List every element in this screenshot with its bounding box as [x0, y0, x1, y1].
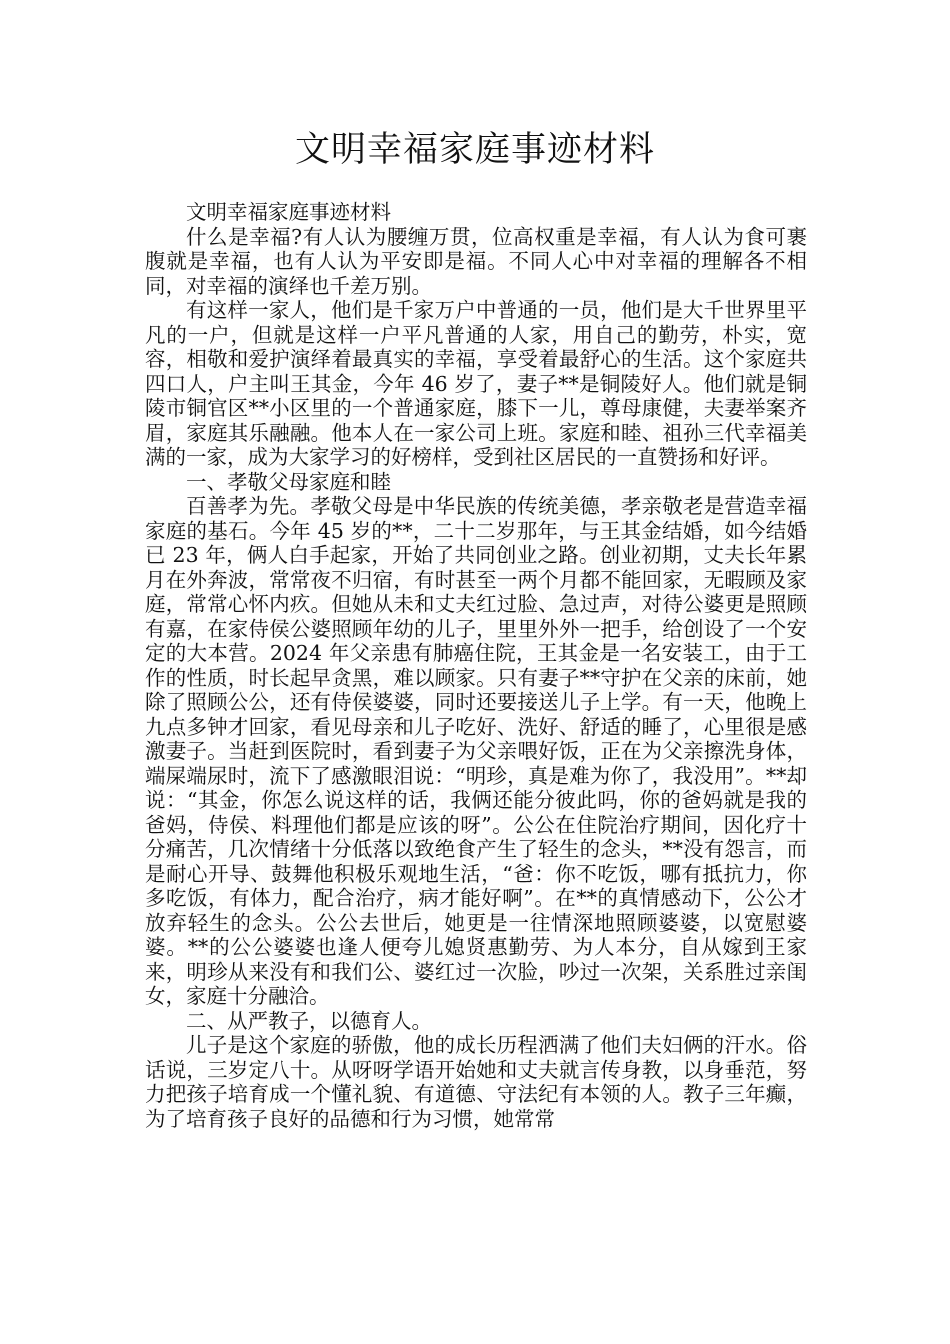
section-heading-2: 二、从严教子，以德育人。 — [186, 1008, 432, 1033]
section-2-paragraph: 儿子是这个家庭的骄傲，他的成长历程洒满了他们夫妇俩的汗水。俗话说，三岁定八十。从呀呀学语开始她和丈夫就言传身教，以身垂范，努力把孩子培育成一个懂礼貌、有道德、守法纪有本领的人。教子三年癫，为了培育孩子良好的品德和行为习惯，她常常 — [145, 1033, 807, 1131]
section-heading-1: 一、孝敬父母家庭和睦 — [186, 469, 391, 494]
section-1-paragraph: 百善孝为先。孝敬父母是中华民族的传统美德，孝亲敬老是营造幸福家庭的基石。今年 45 岁的**，二十二岁那年，与王其金结婚，如今结婚已 23 年，俩人白手起家，开始了共同创业之路。创业初期，丈夫长年累月在外奔波，常常夜不归宿，有时甚至一两个月都不能回家，无暇顾及家庭，常常心怀内疚。但她从未和丈夫红过脸、急过声，对待公婆更是照顾有嘉，在家侍侯公婆照顾年幼的儿子，里里外外一把手，给创设了一个安定的大本营。2024 年父亲患有肺癌住院，王其金是一名安装工，由于工作的性质，时长起早贪黑，难以顾家。只有妻子**守护在父亲的床前，她除了照顾公公，还有侍侯婆婆，同时还要接送儿子上学。有一天，他晚上九点多钟才回家，看见母亲和儿子吃好、洗好、舒适的睡了，心里很是感激妻子。当赶到医院时，看到妻子为父亲喂好饭，正在为父亲擦洗身体，端屎端尿时，流下了感激眼泪说：“明珍，真是难为你了，我没用”。**却说：“其金，你怎么说这样的话，我俩还能分彼此吗，你的爸妈就是我的爸妈，侍侯、料理他们都是应该的呀”。公公在住院治疗期间，因化疗十分痛苦，几次情绪十分低落以致绝食产生了轻生的念头，**没有怨言，而是耐心开导、鼓舞他积极乐观地生活，“爸：你不吃饭，哪有抵抗力，你多吃饭，有体力，配合治疗，病才能好啊”。在**的真情感动下，公公才放弃轻生的念头。公公去世后，她更是一往情深地照顾婆婆，以宽慰婆婆。**的公公婆婆也逢人便夸儿媳贤惠勤劳、为人本分，自从嫁到王家来，明珍从来没有和我们公、婆红过一次脸，吵过一次架，关系胜过亲闺女，家庭十分融洽。 — [145, 494, 807, 1008]
intro-paragraph: 什么是幸福?有人认为腰缠万贯，位高权重是幸福，有人认为食可裹腹就是幸福，也有人认为平安即是福。不同人心中对幸福的理解各不相同，对幸福的演绎也千差万别。 — [145, 224, 807, 298]
subtitle-paragraph: 文明幸福家庭事迹材料 — [186, 200, 391, 224]
document-body — [145, 200, 807, 1131]
document-title: 文明幸福家庭事迹材料 — [294, 130, 655, 170]
family-intro-paragraph: 有这样一家人，他们是千家万户中普通的一员，他们是大千世界里平凡的一户，但就是这样一户平凡普通的人家，用自己的勤劳，朴实，宽容，相敬和爱护演绎着最真实的幸福，享受着最舒心的生活。这个家庭共四口人，户主叫王其金，今年 46 岁了，妻子**是铜陵好人。他们就是铜陵市铜官区**小区里的一个普通家庭，膝下一儿，尊母康健，夫妻举案齐眉，家庭其乐融融。他本人在一家公司上班。家庭和睦、祖孙三代幸福美满的一家，成为大家学习的好榜样，受到社区居民的一直赞扬和好评。 — [145, 298, 807, 469]
